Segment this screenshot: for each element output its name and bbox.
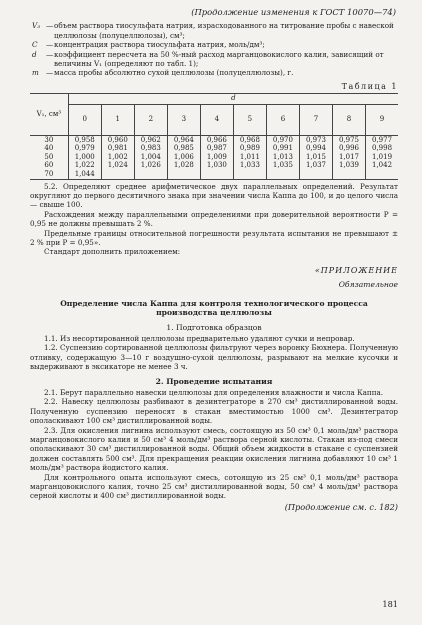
table-cell — [167, 170, 200, 179]
definition-symbol: m — [32, 68, 39, 78]
definition-text: концентрация раствора тиосульфата натрия, моль/дм³; — [54, 40, 265, 50]
column-header: 5 — [233, 104, 266, 135]
table-body — [30, 135, 398, 179]
table-cell: 0,983 — [134, 144, 167, 153]
table-cell — [366, 170, 398, 179]
appendix-sub: Обязательное — [338, 280, 398, 290]
table-cell: 1,013 — [266, 153, 299, 162]
table-cell: 1,009 — [200, 153, 233, 162]
paragraph: 1.1. Из несортированной целлюлозы предварительно удаляют сучки и непровар. — [44, 333, 355, 343]
table-cell: 0,991 — [266, 144, 299, 153]
table-cell: 1,022 — [68, 161, 101, 170]
table-row — [30, 170, 398, 179]
table-cell: 0,962 — [134, 135, 167, 144]
definition-text: объем раствора тиосульфата натрия, израсходованного на титрование пробы с навеской целлюлозы (полуцеллюлозы), см³; — [54, 21, 394, 40]
table-cell: 0,968 — [233, 135, 266, 144]
table-cell — [200, 170, 233, 179]
definition-dash: — — [46, 68, 54, 78]
definition-dash: — — [46, 49, 54, 59]
paragraph: 2.1. Берут параллельно навески целлюлозы для определения влажности и числа Каппа. — [44, 387, 384, 397]
paragraph: Стандарт дополнить приложением: — [44, 247, 181, 257]
group-header: d — [68, 94, 398, 104]
table-cell — [299, 170, 332, 179]
definition-item — [32, 68, 398, 77]
column-header: 0 — [68, 104, 101, 135]
table-cell: 0,975 — [332, 135, 365, 144]
table-cell: 0,994 — [299, 144, 332, 153]
row-volume: 70 — [30, 170, 68, 179]
table-cell: 1,044 — [68, 170, 101, 179]
column-headers — [30, 104, 398, 135]
table-cell: 0,958 — [68, 135, 101, 144]
definition-symbol: V₃ — [32, 21, 41, 31]
column-header: 1 — [101, 104, 134, 135]
table-cell: 1,035 — [266, 161, 299, 170]
table-row — [30, 135, 398, 144]
table-cell: 1,042 — [366, 161, 398, 170]
column-header: 4 — [200, 104, 233, 135]
table-cell — [233, 170, 266, 179]
column-header: 7 — [299, 104, 332, 135]
section-1-heading: 1. Подготовка образцов — [166, 322, 262, 332]
row-header: V₁, см³ — [30, 94, 68, 135]
table-cell — [332, 170, 365, 179]
definitions-list — [32, 21, 398, 77]
table-cell: 0,977 — [366, 135, 398, 144]
table-cell: 0,989 — [233, 144, 266, 153]
definition-text: масса пробы абсолютно сухой целлюлозы (полуцеллюлозы), г. — [54, 68, 294, 78]
column-header: 9 — [366, 104, 398, 135]
table-cell: 0,964 — [167, 135, 200, 144]
table-cell: 1,004 — [134, 153, 167, 162]
row-volume: 30 — [44, 135, 54, 144]
table-cell: 1,028 — [167, 161, 200, 170]
table-caption: Таблица 1 — [341, 81, 398, 91]
row-volume: 50 — [44, 152, 54, 161]
appendix-label: «ПРИЛОЖЕНИЕ — [314, 265, 398, 275]
table-cell: 1,002 — [101, 153, 134, 162]
table-cell: 0,973 — [299, 135, 332, 144]
section-2-heading: 2. Проведение испытания — [155, 376, 273, 386]
table-cell: 1,017 — [332, 153, 365, 162]
definition-item — [32, 50, 398, 69]
paragraph: Для контрольного опыта используют смесь, сотоящую из 25 см³ 0,1 моль/дм³ раствора марганцовокислого калия, точно 25 см³ дистиллированной воды, 50 см³ 4 моль/дм³ раствора серной кислоты и 400 см³ дистиллированной воды. — [30, 472, 398, 501]
definition-dash: — — [46, 40, 54, 50]
table-cell: 1,000 — [68, 153, 101, 162]
column-header: 3 — [167, 104, 200, 135]
paragraph: 5.2. Определяют среднее арифметическое двух параллельных определений. Результат округляют до первого десятичного знака при значении числа Каппа до 100, и до целого числа — свыше 100. — [30, 181, 398, 210]
continuation-note: (Продолжение см. с. 182) — [284, 501, 398, 512]
row-volume: 40 — [44, 144, 54, 153]
table-row — [30, 153, 398, 162]
row-volume: 60 — [44, 161, 54, 170]
table-cell: 1,030 — [200, 161, 233, 170]
results-paragraphs — [30, 182, 398, 257]
paragraph: 1.2. Суспензию сортированной целлюлозы фильтруют через воронку Бюхнера. Полученную отливку, содержащую 3—10 г воздушно-сухой целлюлозы, разрывают на мелкие кусочки и выдерживают в эксикаторе не менее 3 ч. — [30, 343, 398, 372]
table-cell: 1,039 — [332, 161, 365, 170]
table-cell: 0,966 — [200, 135, 233, 144]
table-cell: 1,037 — [299, 161, 332, 170]
table-cell: 0,979 — [68, 144, 101, 153]
appendix-title: Определение числа Каппа для контроля технологического процесса производства целлюлозы — [60, 298, 368, 318]
table-cell: 1,033 — [233, 161, 266, 170]
definition-item — [32, 21, 398, 40]
coefficient-table — [30, 93, 398, 179]
paragraph: 2.3. Для окисления лигнина используют смесь, состоящую из 50 см³ 0,1 моль/дм³ раствора марганцовокислого калия и 50 см³ 4 моль/дм³ раствора серной кислоты. Стакан из-под смеси ополаскивают 30 см³ дистиллированной воды. Общий объем жидкости в стакане с суспензией должен составлять 500 см³. Для прекращения реакции окисления лигнина добавляют 10 см³ 1 моль/дм³ раствора йодистого калия. — [30, 425, 398, 473]
section-1-body — [30, 334, 398, 372]
table-cell: 1,011 — [233, 153, 266, 162]
table-cell — [101, 170, 134, 179]
table-cell: 0,985 — [167, 144, 200, 153]
table-cell: 0,960 — [101, 135, 134, 144]
definition-dash: — — [46, 21, 54, 31]
section-2-body — [30, 388, 398, 501]
table-cell: 0,987 — [200, 144, 233, 153]
paragraph: Расхождения между параллельными определениями при доверительной вероятности P = 0,95 не должны превышать 2 %. — [30, 209, 398, 229]
table-cell: 0,996 — [332, 144, 365, 153]
paragraph: Предельные границы относительной погрешности результата испытания не превышают ± 2 % при P = 0,95». — [30, 228, 398, 248]
definition-item — [32, 40, 398, 49]
table-cell: 1,006 — [167, 153, 200, 162]
definition-symbol: C — [32, 40, 38, 50]
paragraph: 2.2. Навеску целлюлозы разбивают в дезинтеграторе в 270 см³ дистиллированной воды. Полученную суспензию переносят в стакан вместимостью 1000 см³. Дезинтегратор ополаскивают 100 см³ дистиллированной воды. — [30, 397, 398, 426]
column-header: 8 — [332, 104, 365, 135]
table-cell — [266, 170, 299, 179]
table-cell: 1,015 — [299, 153, 332, 162]
table-row — [30, 161, 398, 170]
definition-symbol: d — [32, 49, 37, 59]
table-cell: 0,981 — [101, 144, 134, 153]
running-header: (Продолжение изменения к ГОСТ 10070—74) — [191, 7, 396, 17]
column-header: 6 — [266, 104, 299, 135]
table-cell: 0,970 — [266, 135, 299, 144]
definition-text: коэффициент пересчета на 50 %-ный расход марганцовокислого калия, зависящий от величины V₁ (определяют по табл. 1); — [54, 49, 384, 69]
page-number: 181 — [382, 598, 398, 609]
table-cell: 0,998 — [366, 144, 398, 153]
table-cell — [134, 170, 167, 179]
table-cell: 1,019 — [366, 153, 398, 162]
table-cell: 1,024 — [101, 161, 134, 170]
table-cell: 1,026 — [134, 161, 167, 170]
column-header: 2 — [134, 104, 167, 135]
table-row — [30, 144, 398, 153]
